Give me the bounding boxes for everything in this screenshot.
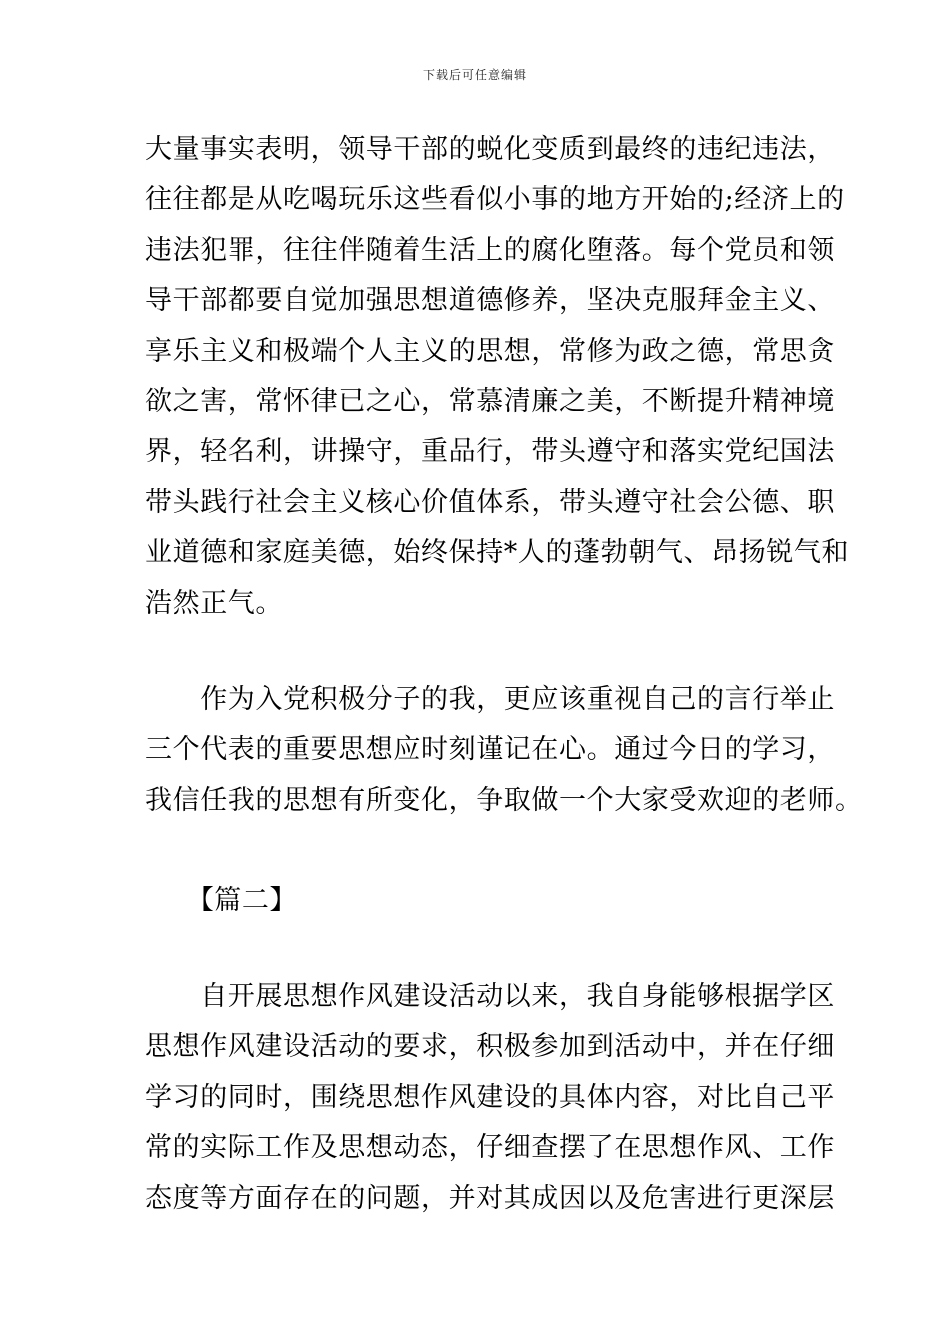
text-line: 大量事实表明，领导干部的蜕化变质到最终的违纪违法， xyxy=(145,134,835,165)
text-line: 业道德和家庭美德，始终保持*人的蓬勃朝气、昂扬锐气和 xyxy=(145,537,850,569)
text-line: 往往都是从吃喝玩乐这些看似小事的地方开始的;经济上的 xyxy=(145,184,845,216)
header-note: 下载后可任意编辑 xyxy=(422,68,527,82)
section-heading xyxy=(145,876,825,926)
text-line: 界，轻名利，讲操守，重品行，带头遵守和落实党纪国法 xyxy=(145,436,835,468)
text-line: 三个代表的重要思想应时刻谨记在心。通过今日的学习， xyxy=(145,734,835,766)
text-line: 浩然正气。 xyxy=(145,587,283,619)
text-line: 我信任我的思想有所变化，争取做一个大家受欢迎的老师。 xyxy=(145,784,863,816)
section-title: 【篇二】 xyxy=(145,885,298,916)
text-line: 带头践行社会主义核心价值体系，带头遵守社会公德、职 xyxy=(145,486,835,518)
paragraph-2 xyxy=(145,675,863,826)
text-line: 思想作风建设活动的要求，积极参加到活动中，并在仔细 xyxy=(145,1031,835,1063)
text-line: 态度等方面存在的问题，并对其成因以及危害进行更深层 xyxy=(145,1182,835,1214)
text-line: 欲之害，常怀律已之心，常慕清廉之美，不断提升精神境 xyxy=(145,385,835,417)
paragraph-3 xyxy=(145,972,835,1224)
text-line: 学习的同时，围绕思想作风建设的具体内容，对比自己平 xyxy=(145,1081,835,1113)
text-line: 自开展思想作风建设活动以来，我自身能够根据学区 xyxy=(145,981,835,1012)
paragraph-1 xyxy=(145,125,850,629)
text-line: 享乐主义和极端个人主义的思想，常修为政之德，常思贪 xyxy=(145,335,835,367)
text-line: 违法犯罪，往往伴随着生活上的腐化堕落。每个党员和领 xyxy=(145,234,835,266)
text-line: 常的实际工作及思想动态，仔细查摆了在思想作风、工作 xyxy=(145,1132,835,1164)
text-line: 作为入党积极分子的我，更应该重视自己的言行举止 xyxy=(145,684,835,715)
text-line: 导干部都要自觉加强思想道德修养，坚决克服拜金主义、 xyxy=(145,285,835,317)
